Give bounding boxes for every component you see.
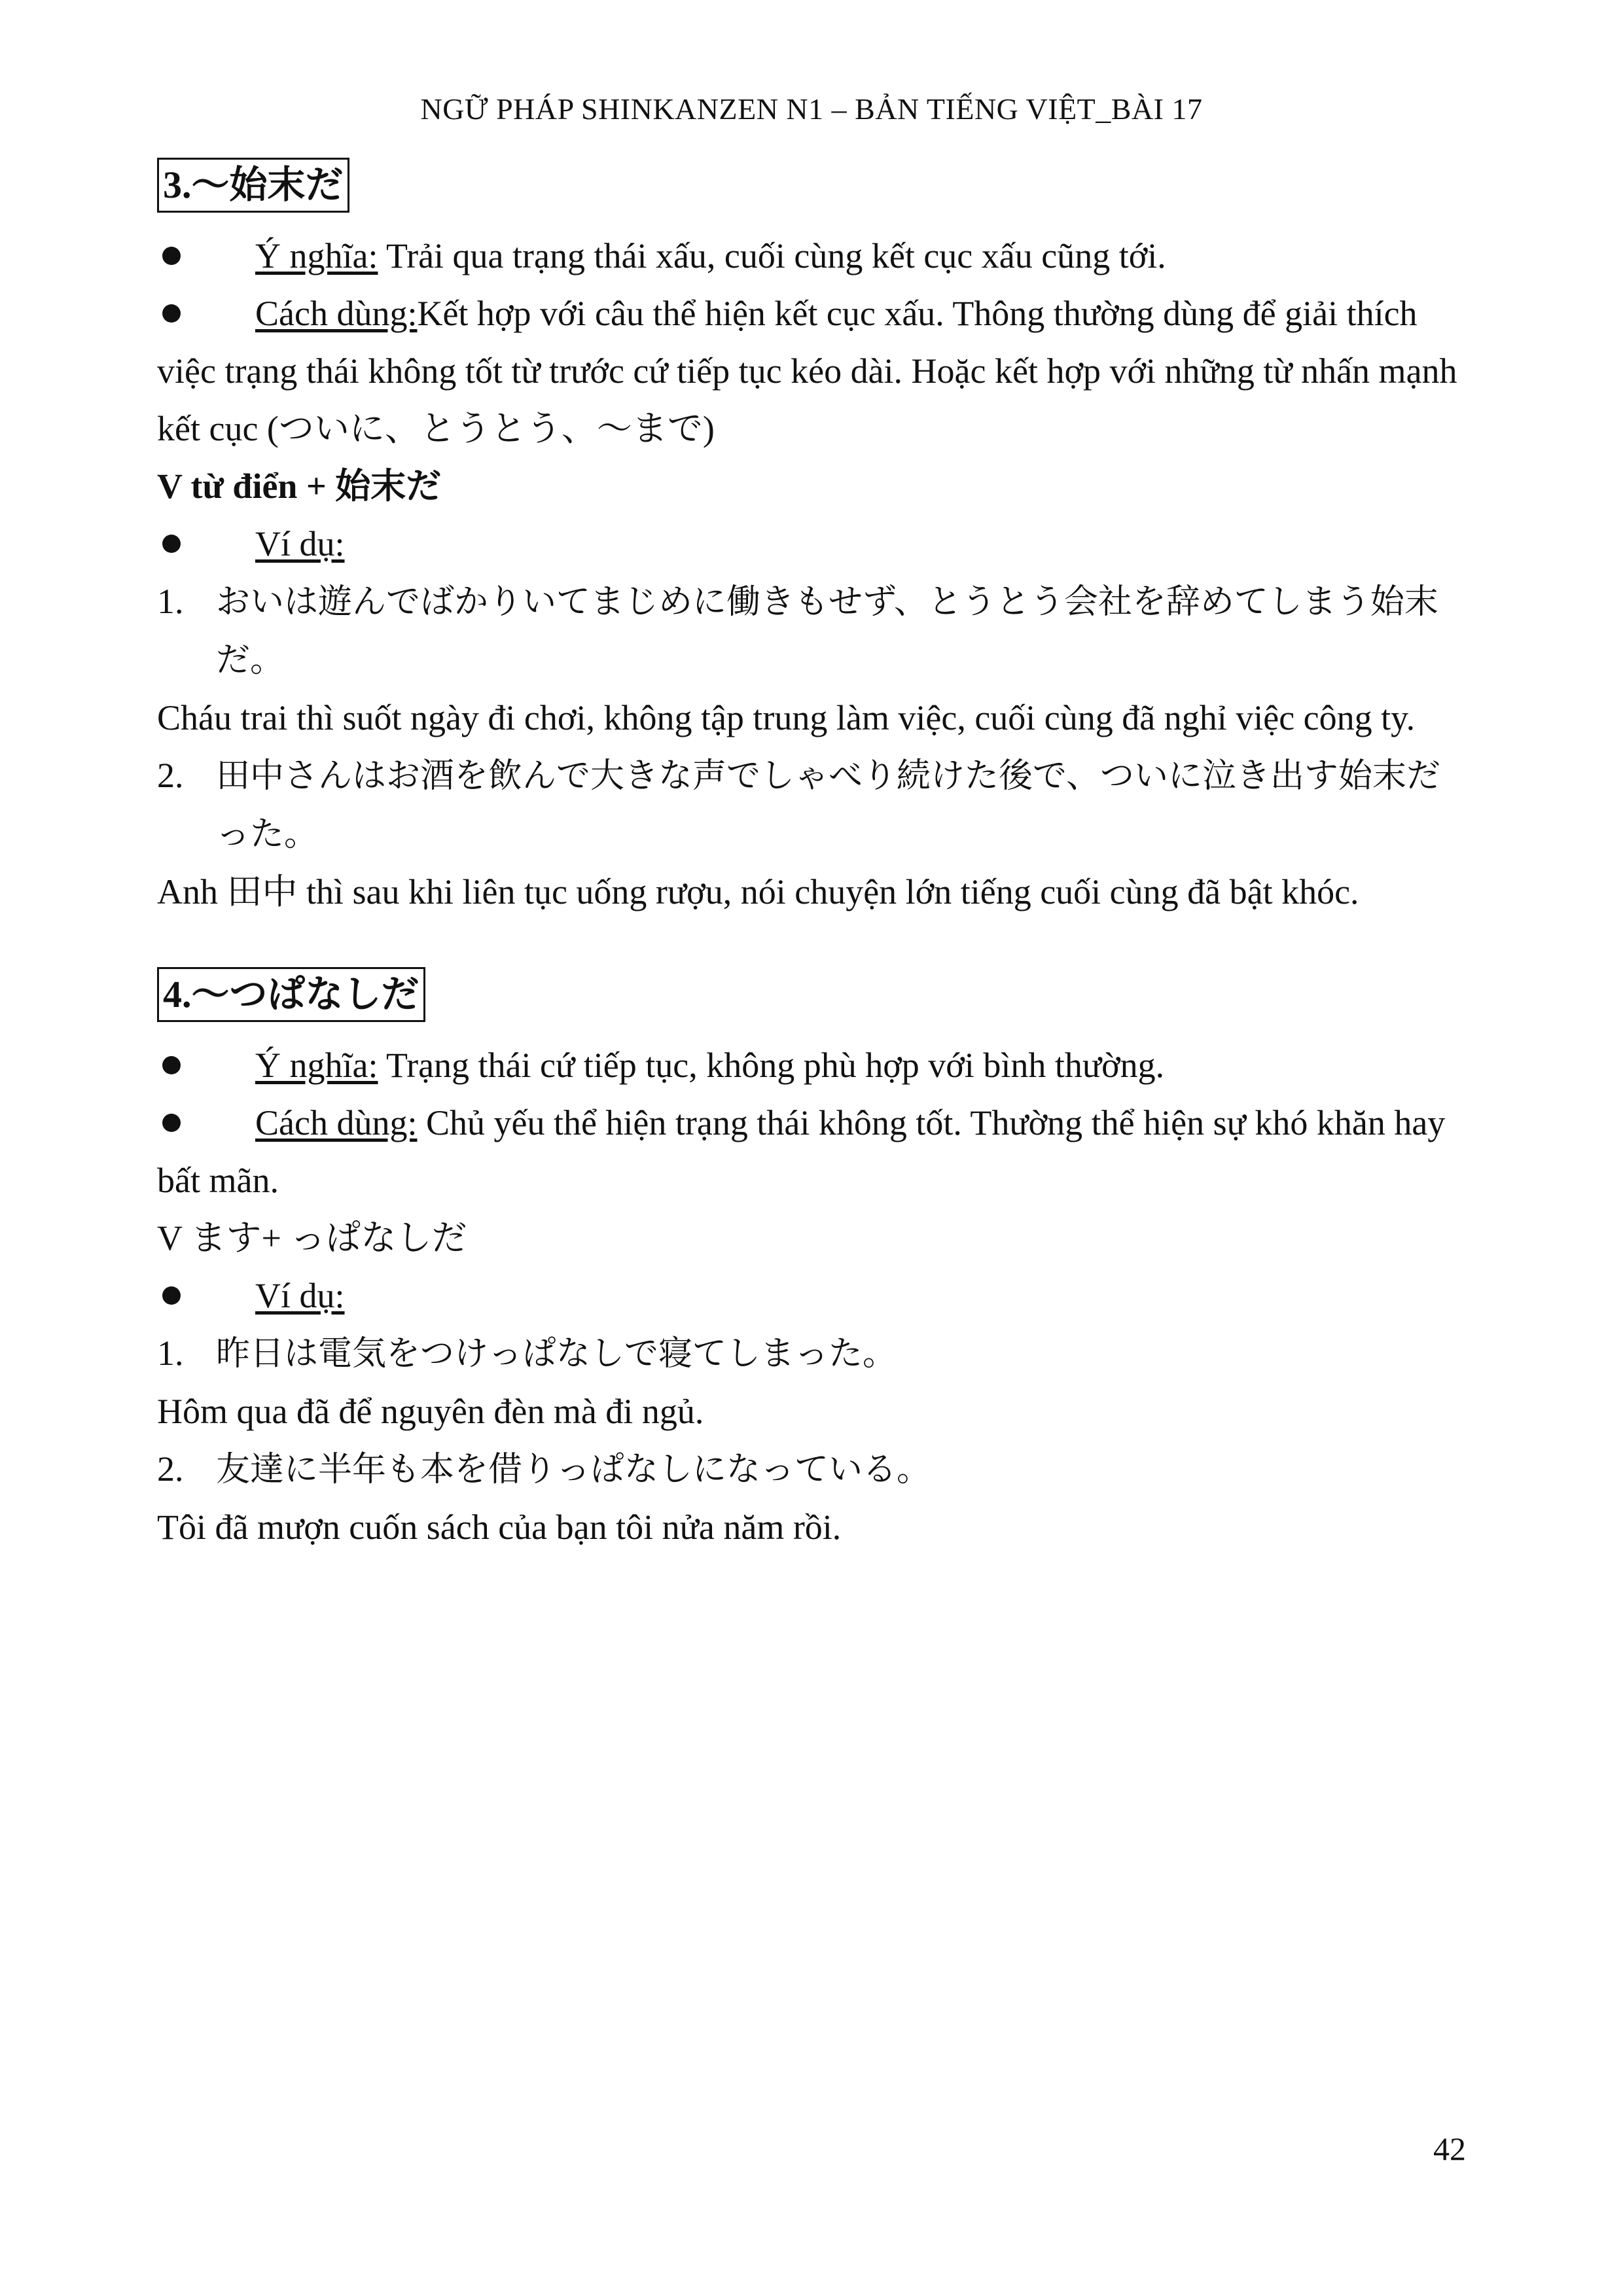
bullet-icon	[162, 1114, 181, 1132]
usage-text: Kết hợp với câu thể hiện kết cục xấu. Thông thường dùng để giải thích việc trạng thái không tốt từ trước cứ tiếp tục kéo dài. Hoặc kết hợp với những từ nhấn mạnh kết cục (ついに、とうとう、～まで)	[157, 294, 1457, 448]
grammar-section-4	[157, 966, 1466, 1556]
bullet-icon	[162, 247, 181, 265]
example-number: 2.	[157, 756, 184, 795]
bullet-icon	[162, 1286, 181, 1305]
example-translation: Tôi đã mượn cuốn sách của bạn tôi nửa năm rồi.	[157, 1508, 842, 1547]
section-gap	[157, 921, 1466, 966]
usage-bullet	[157, 1094, 1466, 1209]
example-translation: Cháu trai thì suốt ngày đi chơi, không tập trung làm việc, cuối cùng đã nghỉ việc công ty.	[157, 698, 1416, 737]
document-body	[157, 157, 1466, 1556]
section-title: 4.～つぱなしだ	[157, 967, 425, 1022]
meaning-bullet	[157, 1036, 1466, 1094]
usage-label: Cách dùng:	[255, 1103, 418, 1142]
section-title: 3.～始末だ	[157, 158, 349, 213]
usage-text: Chủ yếu thể hiện trạng thái không tốt. Thường thể hiện sự khó khăn hay bất mãn.	[157, 1103, 1446, 1200]
example-label: Ví dụ:	[255, 524, 345, 563]
example-jp	[157, 1324, 1466, 1383]
example-jp-text: 田中さんはお酒を飲んで大きな声でしゃべり続けた後で、ついに泣き出す始末だった。	[216, 756, 1440, 854]
example-jp-text: おいは遊んでばかりいてまじめに働きもせず、とうとう会社を辞めてしまう始末だ。	[216, 582, 1438, 680]
example-jp	[157, 747, 1466, 863]
bullet-icon	[162, 1056, 181, 1074]
grammar-section-3	[157, 157, 1466, 921]
meaning-label: Ý nghĩa:	[255, 1046, 378, 1085]
grammar-pattern: V từ điển + 始末だ	[157, 467, 442, 506]
page-number: 42	[1433, 2130, 1466, 2167]
example-number: 2.	[157, 1449, 184, 1489]
example-bullet	[157, 1267, 1466, 1324]
example-number: 1.	[157, 582, 184, 621]
bullet-icon	[162, 535, 181, 553]
example-jp	[157, 573, 1466, 689]
example-jp	[157, 1440, 1466, 1498]
example-jp-text: 友達に半年も本を借りっぱなしになっている。	[216, 1450, 931, 1489]
grammar-pattern: V ます+ っぱなしだ	[157, 1218, 467, 1258]
meaning-text: Trải qua trạng thái xấu, cuối cùng kết cục xấu cũng tới.	[378, 236, 1166, 275]
example-label: Ví dụ:	[255, 1276, 345, 1315]
meaning-text: Trạng thái cứ tiếp tục, không phù hợp với bình thường.	[378, 1046, 1165, 1085]
meaning-label: Ý nghĩa:	[255, 236, 378, 275]
usage-label: Cách dùng:	[255, 294, 418, 333]
example-translation: Anh 田中 thì sau khi liên tục uống rượu, nói chuyện lớn tiếng cuối cùng đã bật khóc.	[157, 872, 1359, 911]
usage-bullet	[157, 285, 1466, 457]
example-bullet	[157, 515, 1466, 573]
example-number: 1.	[157, 1333, 184, 1373]
example-jp-text: 昨日は電気をつけっぱなしで寝てしまった。	[216, 1334, 897, 1373]
page-header: NGỮ PHÁP SHINKANZEN N1 – BẢN TIẾNG VIỆT_BÀI 17	[420, 92, 1203, 126]
example-translation: Hôm qua đã để nguyên đèn mà đi ngủ.	[157, 1392, 704, 1431]
meaning-bullet	[157, 227, 1466, 285]
bullet-icon	[162, 304, 181, 323]
